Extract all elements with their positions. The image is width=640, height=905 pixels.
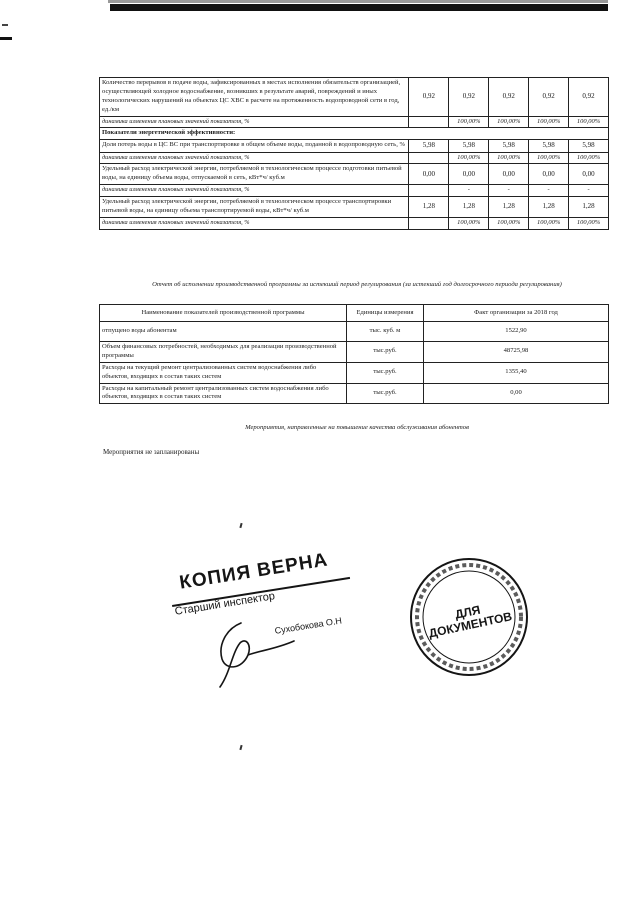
copy-certified-stamp [168,549,378,688]
table-row [100,362,609,383]
dynamics-row [100,116,609,128]
indicator-label: динамика изменения плановых значений показателя, % [100,217,409,229]
indicator-row [100,140,609,152]
scan-edge-mark [0,37,12,40]
indicator-row [100,196,609,217]
unit-cell: тыс. куб. м [347,322,424,342]
fact-value: 0,00 [424,383,609,404]
indicator-value: 100,00% [529,152,569,164]
unit-cell: тыс.руб. [347,342,424,363]
indicator-value: 100,00% [489,217,529,229]
program-report-table [99,304,609,404]
column-header: Факт организации за 2018 год [424,305,609,322]
indicator-value: - [489,185,529,197]
no-events-note: Мероприятия не запланированы [103,448,200,456]
indicator-value: 1,28 [529,196,569,217]
indicator-value [409,152,449,164]
dynamics-row [100,185,609,197]
dynamics-row [100,152,609,164]
indicator-value: - [449,185,489,197]
indicator-value: 1,28 [569,196,609,217]
indicator-value: 5,98 [569,140,609,152]
pen-tick-mark [239,523,242,528]
indicator-value: 100,00% [529,116,569,128]
indicator-value [409,185,449,197]
pen-tick-mark [239,745,242,750]
indicator-value: 0,00 [569,164,609,185]
program-report-caption: Отчет об исполнении производственной программы за истекший период регулирования (за истекший год долгосрочного периода регулирования) [152,281,562,288]
scan-top-edge-shadow [108,0,608,3]
indicator-row [100,78,609,117]
program-indicator-name: Расходы на текущий ремонт централизованных систем водоснабжения либо объектов, входящих в состав таких систем [100,362,347,383]
indicator-value: 100,00% [449,217,489,229]
section-header-row [100,128,609,140]
fact-value: 1355,40 [424,362,609,383]
indicator-value: 5,98 [449,140,489,152]
table-header-row [100,305,609,322]
indicator-value: 5,98 [529,140,569,152]
seal-center-text: ДЛЯ ДОКУМЕНТОВ [427,602,514,641]
indicator-value: 0,92 [569,78,609,117]
column-header: Наименование показателей производственной программы [100,305,347,322]
indicator-label: Показатели энергетической эффективности: [100,128,609,140]
indicator-value: - [529,185,569,197]
table-row [100,342,609,363]
column-header: Единицы измерения [347,305,424,322]
indicator-value: 100,00% [569,152,609,164]
indicator-value: 1,28 [489,196,529,217]
indicator-label: Удельный расход электрической энергии, потребляемой в технологическом процессе транспортировки питьевой воды, на единицу объема транспортируемой воды, кВт*ч/ куб.м [100,196,409,217]
indicator-value [409,116,449,128]
indicator-row [100,164,609,185]
indicator-label: динамика изменения плановых значений показателя, % [100,152,409,164]
program-indicator-name: отпущено воды абонентам [100,322,347,342]
unit-cell: тыс.руб. [347,383,424,404]
indicator-value: 100,00% [569,116,609,128]
unit-cell: тыс.руб. [347,362,424,383]
indicator-value: 100,00% [449,116,489,128]
indicator-value: 0,92 [449,78,489,117]
dynamics-row [100,217,609,229]
indicator-label: Доля потерь воды в ЦС ВС при транспортировке в общем объеме воды, поданной в водопроводную сеть, % [100,140,409,152]
indicator-value: 0,92 [529,78,569,117]
program-indicator-name: Объем финансовых потребностей, необходимых для реализации производственной программы [100,342,347,363]
fact-value: 1522,90 [424,322,609,342]
indicator-value: 100,00% [489,152,529,164]
indicator-value: 0,92 [489,78,529,117]
indicator-value: 0,00 [529,164,569,185]
indicator-value: 100,00% [529,217,569,229]
indicator-label: динамика изменения плановых значений показателя, % [100,185,409,197]
indicator-label: Количество перерывов в подаче воды, зафиксированных в местах исполнения обязательств организацией, осуществляющей холодное водоснабжение, возникших в результате аварий, повреждений и иных технологических нарушений на объектах ЦС ХВС в расчете на протяженность водопроводной сети в год, ед./км [100,78,409,117]
stamp-title: КОПИЯ ВЕРНА [178,549,330,594]
indicator-value: 0,92 [409,78,449,117]
indicator-value: 100,00% [449,152,489,164]
service-quality-caption: Мероприятия, направленные на повышение качества обслуживания абонентов [245,424,469,431]
indicator-value: 5,98 [489,140,529,152]
table-row [100,322,609,342]
fact-value: 48725,98 [424,342,609,363]
indicator-value: 1,28 [409,196,449,217]
indicator-value: - [569,185,609,197]
program-indicator-name: Расходы на капитальный ремонт централизованных систем водоснабжения либо объектов, входящих в состав таких систем [100,383,347,404]
indicator-value: 1,28 [449,196,489,217]
table-row [100,383,609,404]
stamp-role: Старший инспектор [174,590,276,618]
indicator-value: 0,00 [489,164,529,185]
indicator-value: 100,00% [489,116,529,128]
indicator-label: Удельный расход электрической энергии, потребляемой в технологическом процессе подготовки питьевой воды, на единицу объема воды, отпускаемой в сеть, кВт*ч/ куб.м [100,164,409,185]
scan-top-edge [110,4,608,11]
indicator-value [409,217,449,229]
signature-scribble [196,615,296,689]
indicator-value: 5,98 [409,140,449,152]
stamp-name: Сухобокова О.Н [274,615,343,636]
indicators-table [99,77,609,230]
indicator-value: 100,00% [569,217,609,229]
indicator-value: 0,00 [449,164,489,185]
scan-edge-mark [2,24,8,26]
indicator-value: 0,00 [409,164,449,185]
indicator-label: динамика изменения плановых значений показателя, % [100,116,409,128]
